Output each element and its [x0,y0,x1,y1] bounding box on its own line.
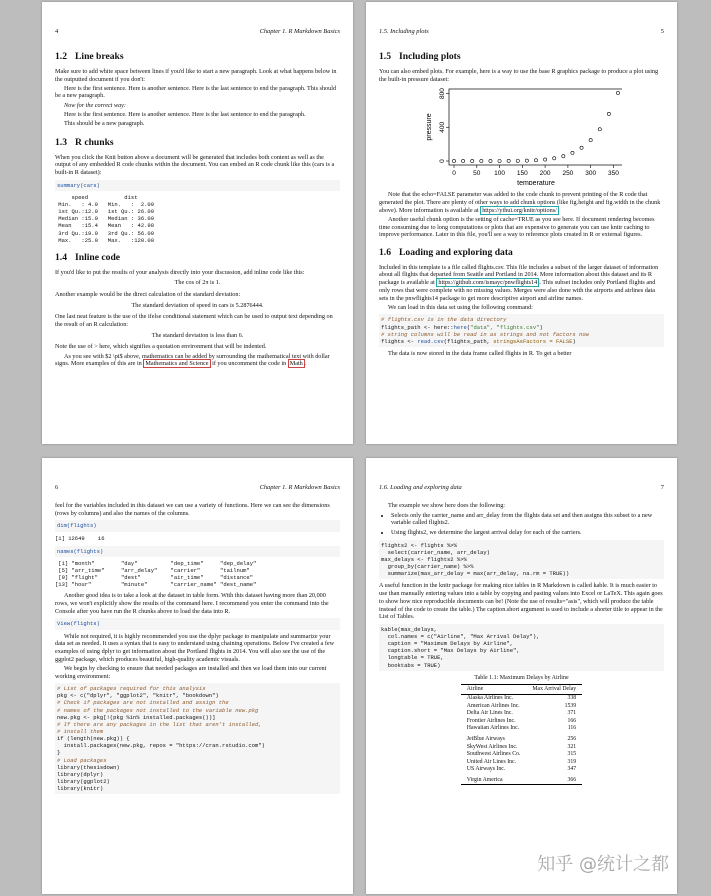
airline-cell: Southwest Airlines Co. [466,751,521,758]
link-knitr-options[interactable]: https://yihui.org/knitr/options/ [482,206,557,214]
x-axis-label: temperature [516,180,555,186]
page-4 [42,2,353,444]
data-point [452,160,455,163]
data-point [497,160,500,163]
x-tick-label: 100 [493,170,505,178]
code-line: } [57,749,61,757]
data-point [479,160,482,163]
delay-cell: 347 [567,766,577,773]
page-number: 4 [55,28,59,35]
x-tick-label: 0 [451,170,456,178]
plot-frame [449,89,622,165]
running-header [379,28,664,35]
paragraph: One last neat feature is the use of the ifelse conditional statement which can be used to output text depending on the result of an R calculation: [55,313,333,329]
paragraph: We can load in this data set using the following command: [388,303,533,311]
paragraph: Another example would be the direct calculation of the standard deviation: [55,291,241,299]
section-heading-1-4: 1.4 Inline code [55,251,121,263]
data-point [579,146,582,149]
section-title: 1.6. Loading and exploring data [379,484,462,491]
table-row [461,733,582,744]
code-line: caption = "Maximum Delays by Airline", [381,640,514,648]
code-line: # List of packages required for this analysis [57,685,206,693]
paragraph: A useful function in the knitr package for making nice tables in R Markdown is called kable. It is much easier to use than manually entering values into a table by copying and pasting values into Excel or LaTeX. This again goes to show how nice reproducible documents can be! (Note the use of results="asis", which will produce the table instead of the code to create the table.) The caption.short argument is used to include a shorter title to appear in the List of Tables. [379,582,663,621]
x-tick-label: 50 [472,170,480,178]
airline-cell: SkyWest Airlines Inc. [466,743,518,750]
code-line: install.packages(new.pkg, repos = "https://cran.rstudio.com") [57,742,265,750]
link-math-science[interactable]: Mathematics and Science [145,360,209,368]
code-line: # Load packages [57,756,107,764]
quote: The standard deviation of speed in cars is 5.2876444. [131,301,264,309]
code-block: names(flights) [55,546,340,557]
running-header [55,484,340,491]
paragraph: As you see with $2 \pi$ above, mathematics can be added by surrounding the mathematical text with dollar signs. More examples of this are in Mathematics and Science if you uncomment the code in Math . [55,352,330,368]
chapter-title: Chapter 1. R Markdown Basics [259,28,340,35]
data-point [598,128,601,131]
page-7 [366,458,677,894]
scatter-chart [422,87,622,185]
x-tick-label: 200 [539,170,551,178]
section-heading-1-2: 1.2 Line breaks [55,51,124,62]
link-math[interactable]: Math [289,360,303,368]
code-output: speed dist Min. : 4.0 Min. : 2.00 1st Qu.:12.0 1st Qu.: 26.00 Median :15.0 Median : 36.00 Mean :15.4 Mean : 42.98 3rd Qu.:19.0 3rd Qu.: 56.00 Max. :25.0 Max. :120.00 [58,193,155,244]
column-header: Airline [461,685,527,695]
code-line: # If there are any packages in the list that aren't installed, [57,720,262,728]
delay-cell: 166 [567,717,577,724]
y-tick-label: 400 [438,122,446,133]
code-block: View(flights) [55,618,340,629]
table-row [461,759,582,767]
page-number: 6 [55,484,59,491]
paragraph: You can also embed plots. For example, here is a way to use the base R graphics package to produce a plot using the built-in pressure dataset: [379,67,659,83]
x-tick-label: 150 [516,170,528,178]
delay-cell: 1539 [564,702,577,709]
data-point [543,158,546,161]
code-line: library(ggplot2) [57,778,110,786]
code-line: # names of the packages not installed to the variable new.pkg [57,706,259,714]
data-point [461,160,464,163]
section-heading-1-3: 1.3 R chunks [55,136,114,148]
code-line: col.names = c("Airline", "Max Arrival Delay"), [381,633,540,641]
code-block: # flights.csv is in the data directory flights_path <- here::here("data", "flights.csv") # string columns will be read in as strings and not factors now flights <- read.csv(flights_path, stringsAsFactors = FALSE) [379,314,664,347]
code-block [379,624,664,671]
table-row [461,725,582,733]
quote: The standard deviation is less than 6. [151,331,244,339]
table-row [461,751,582,759]
code-block [55,683,340,794]
code-line: kable(max_delays, [381,625,438,633]
code-block: dim(flights) [55,520,340,531]
paragraph: This should be a new paragraph. [64,120,145,128]
airline-cell: Delta Air Lines Inc. [466,710,513,717]
table-row [461,774,582,785]
airline-cell: American Airlines Inc. [466,702,520,709]
code-output: [1] "month" "day" "dep_time" "dep_delay" [5] "arr_time" "arr_delay" "carrier" "tailnum" [9] "flight" "dest" "air_time" "distance" [13] "hour" "minute" "carrier_name" "dest_name" [55,559,257,589]
table-caption: Table 1.1: Maximum Delays by Airline [474,674,569,681]
page-number: 7 [660,484,664,491]
table-row [461,710,582,718]
running-header [55,28,340,35]
paragraph: Another good idea is to take a look at the dataset in table form. With this dataset having more than 20,000 rows, we won't explicitly show the results of the command here. I recommend you enter the command into the Console after you have run the R chunks above to load the data into R. [55,592,329,615]
airline-cell: Hawaiian Airlines Inc. [466,725,520,732]
airline-cell: United Air Lines Inc. [466,758,517,765]
page-5 [366,2,677,444]
code-line: # Check if packages are not installed and assign the [57,699,229,707]
link-pnwflights[interactable]: https://github.com/ismayc/pnwflights14 [438,279,538,287]
data-point [589,139,592,142]
table-row [461,703,582,711]
code-line: pkg <- c("dplyr", "ggplot2", "knitr", "bookdown") [57,692,219,700]
data-point [516,160,519,163]
paragraph: Included in this template is a file called flights.csv. This file includes a subset of the larger dataset of information about all flights that departed from Seattle and Portland in 2014. More information about this dataset and its R package is available at https://github.com/ismayc/pnwflights14 . This subset includes only Portland flights and only rows that were complete with no missing values. Merges were also done with the airports and airlines data sets in the pnwflights14 package to get more descriptive airport and airline names. [379,263,659,302]
data-point [488,160,491,163]
code-block [379,540,664,580]
data-point [534,159,537,162]
section-title: 1.5. Including plots [379,28,429,35]
table-row [461,744,582,752]
table-row [461,695,582,703]
airline-cell: Frontier Airlines Inc. [466,717,516,724]
y-tick-label: 0 [438,159,446,164]
data-point [616,92,619,95]
chapter-title: Chapter 1. R Markdown Basics [259,484,340,491]
code-line: max_delays <- flights2 %>% [381,556,467,564]
paragraph: While not required, it is highly recommended you use the dplyr package to manipulate and summarize your data set as needed. It uses a syntax that is easy to understand using chaining operations. Below I've created a few examples of using dplyr to get information about the Portland flights in 2014. You will also see the use of the ggplot2 package, which produces beautiful, high-quality academic visuals. [55,632,335,663]
table-row [461,766,582,774]
page-number: 5 [660,28,664,35]
code-line: if (length(new.pkg)) { [57,735,130,743]
x-tick-label: 300 [584,170,596,178]
data-point [470,160,473,163]
code-line: group_by(carrier_name) %>% [381,563,474,571]
paragraph: Note the use of > here, which signifies a quotation environment that will be indented. [55,343,267,351]
code-line: booktabs = TRUE) [381,661,441,669]
paragraph: The data is now stored in the data frame called flights in R. To get a better [388,349,572,357]
delay-cell: 256 [567,736,577,743]
pressure-plot [422,87,622,185]
code-block: summary(cars) [55,180,340,191]
delay-cell: 315 [567,751,577,758]
y-axis-label: pressure [425,113,433,141]
delay-cell: 366 [526,774,582,785]
delay-cell: 321 [567,743,577,750]
paragraph: Note that the echo=FALSE parameter was added to the code chunk to prevent printing of the R code that generated the plot. There are plenty of other ways to add chunk options (like fig.height and fig.width in the chunk above). More information is available at https://yihui.org/knitr/options/ [379,191,661,214]
paragraph: When you click the Knit button above a document will be generated that includes both content as well as the output of any embedded R code chunks within the document. You can embed an R code chunk like this (cars is a built-in R dataset): [55,153,335,176]
running-header [379,484,664,491]
airline-cell: US Airways Inc. [466,766,506,773]
airline-cell: Alaska Airlines Inc. [466,695,513,702]
code-line: summarize(max_arr_delay = max(arr_delay, na.rm = TRUE)) [381,570,570,578]
watermark: 知乎 @统计之都 [537,854,669,875]
code-line: library(thesisdown) [57,763,120,771]
data-point [525,159,528,162]
code-line: longtable = TRUE, [381,654,444,662]
code-line: # install them [57,728,104,736]
data-point [552,157,555,160]
paragraph: Make sure to add white space between lines if you'd like to start a new paragraph. Look at what happens below in the outputted document if you don't: [55,67,337,83]
page-6 [42,458,353,894]
data-point [570,152,573,155]
delay-cell: 319 [567,758,577,765]
delays-table [461,684,582,785]
x-tick-label: 250 [561,170,573,178]
code-line: caption.short = "Max Delays by Airline", [381,647,520,655]
list-item: • Using flights2, we determine the largest arrival delay for each of the carriers. [391,529,664,537]
paragraph: The example we show here does the following: [388,502,506,509]
paragraph: Here is the first sentence. Here is another sentence. Here is the last sentence to end the paragraph. [64,110,306,118]
paragraph: We begin by checking to ensure that needed packages are installed and then we load them into our current working environment: [55,664,327,680]
list-item: • Selects only the carrier_name and arr_delay from the flights data set and then assigns this subset to a new variable called flights2. [391,512,664,527]
bullet-list [379,512,664,537]
code-output: [1] 12649 16 [55,534,105,542]
code-line: library(dplyr) [57,770,104,778]
paragraph: If you'd like to put the results of your analysis directly into your discussion, add inline code like this: [55,268,305,276]
paragraph: Here is the first sentence. Here is another sentence. Here is the last sentence to end the paragraph. This should be a new paragraph. [55,84,337,100]
delay-cell: 371 [567,710,577,717]
data-point [561,155,564,158]
code-line: select(carrier_name, arr_delay) [381,548,490,556]
airline-cell: Virgin America [461,774,527,785]
paragraph: Now for the correct way: [64,101,126,109]
data-point [607,113,610,116]
table-row [461,718,582,726]
paragraph: feel for the variables included in this dataset we can use a variety of functions. Here we can see the dimensions (rows by columns) and also the names of the columns. [55,502,330,517]
code-line: library(knitr) [57,785,104,793]
section-heading-1-6: 1.6 Loading and exploring data [379,246,513,258]
code-line: flights2 <- flights %>% [381,541,457,549]
y-tick-label: 800 [438,88,446,100]
column-header: Max Arrival Delay [526,685,582,695]
data-point [507,160,510,163]
delay-cell: 338 [567,695,577,702]
airline-cell: JetBlue Airways [466,736,505,743]
code-line: new.pkg <- pkg[!(pkg %in% installed.packages())] [57,713,216,721]
delay-cell: 116 [567,725,577,732]
quote: The cos of 2π is 1. [174,279,221,287]
paragraph: Another useful chunk option is the setting of cache=TRUE as you see here. If document rendering becomes time consuming due to long computations or plots that are expensive to generate you can use knitr caching to improve performance. Later in this file, you'll see a way to reference plots created in R or external figures. [379,215,655,239]
x-tick-label: 350 [607,170,619,178]
section-heading-1-5: 1.5 Including plots [379,51,461,62]
